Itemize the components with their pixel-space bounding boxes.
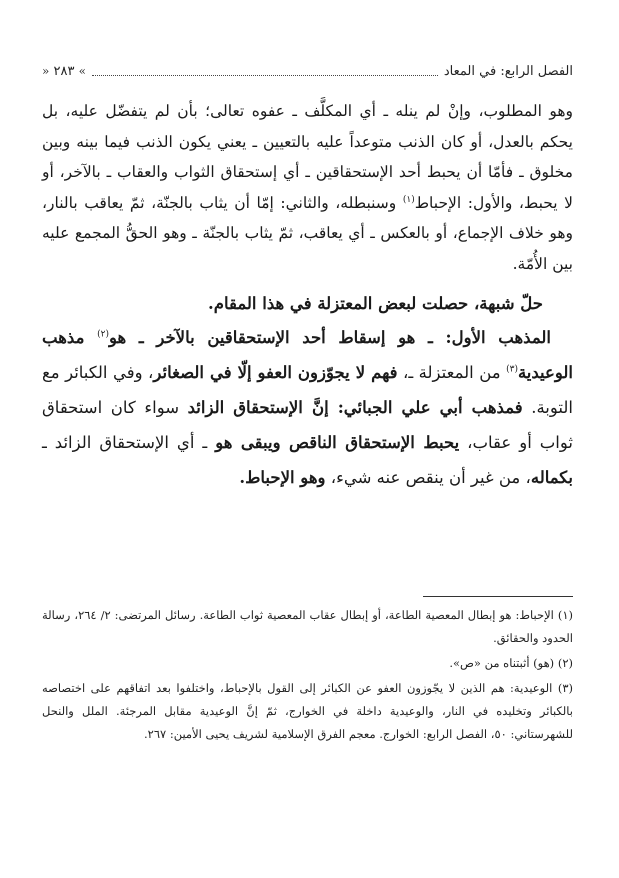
footnote-ref-1[interactable]: (١)	[402, 194, 415, 205]
p2-part2: مذهب الوعيدية	[42, 327, 574, 382]
footnote-ref-2[interactable]: (٢)	[97, 329, 109, 339]
footnote-1	[42, 604, 573, 650]
p2-part4: فهم لا يجوّزون العفو إلّا في الصغائر	[153, 362, 398, 382]
footnotes	[42, 604, 573, 748]
footnote-3-text: الوعيدية: هم الذين لا يجّوزون العفو عن الكبائر إلى القول بالإحباط، واختلفوا بعد اتفاقهم على اختصاصه بالكبائر وتخليده في النار، والوعيدية داخلة في الخوارج، ثمّ إنَّ الوعيدية مقابل المرجئة. الملل والنحل للشهرستاني: ٥٠، الفصل الرابع: الخوارج. معجم الفرق الإسلامية لشريف يحيى الأمين: ٢٦٧.	[42, 681, 573, 741]
p2-part9: ـ أي الإستحقاق الزائد ـ	[42, 432, 216, 452]
footnote-3	[42, 677, 573, 746]
footnote-separator	[423, 596, 573, 597]
p2-part6: فمذهب أبي علي الجبائي: إنَّ الإستحقاق الزائد	[187, 397, 523, 417]
p2-part1: المذهب الأول: ـ هو إسقاط أحد الإستحقاقين بالآخر ـ هو	[108, 327, 551, 347]
ornament-right-icon: »	[78, 63, 86, 78]
p2-part12: وهو الإحباط.	[239, 467, 326, 487]
paragraph-1	[42, 96, 573, 279]
page-number	[42, 64, 86, 79]
footnote-1-text: الإحباط: هو إبطال المعصية الطاعة، أو إبطال عقاب المعصية ثواب الطاعة. رسائل المرتضى: ٢/ ٢٦٤، رسالة الحدود والحقائق.	[42, 608, 573, 645]
p2-part10: بكماله	[530, 467, 573, 487]
paragraph-1-text: وهو المطلوب، وإنْ لم ينله ـ أي المكلَّف ـ عفوه تعالى؛ بأن لم يتفضّل عليه، بل يحكم بالعدل، أو كان الذنب متوعداً عليه بالتعيين ـ يعني يكون الذنب فيما بينه وبين مخلوق ـ فأمّا أن يحبط أحد الإستحقاقين ـ أي إستحقاق الثواب والعقاب ـ بالآخر، أو لا يحبط، والأول: الإحباط	[42, 102, 573, 212]
footnote-2-number: (٢)	[557, 656, 573, 670]
footnote-1-number: (١)	[557, 608, 574, 622]
section-heading: حلّ شبهة، حصلت لبعض المعتزلة في هذا المقام.	[208, 294, 543, 313]
footnote-ref-3[interactable]: (٣)	[506, 364, 518, 374]
ornament-left-icon: «	[42, 63, 50, 78]
footnote-2	[42, 652, 573, 675]
paragraph-1-text-after: وسنبطله، والثاني: إمّا أن يثاب بالجنّة، ثمّ يعاقب بالنار، وهو خلاف الإجماع، أو بالعكس ـ أي يعاقب، ثمّ يثاب بالجنّة ـ وهو الحقُّ المجمع عليه بين الأُمّة.	[42, 193, 573, 273]
main-text	[42, 96, 573, 495]
paragraph-2	[42, 320, 573, 495]
p2-part3: من المعتزلة ـ،	[397, 362, 507, 382]
footnote-2-text: (هو) أثبتناه من «ص».	[449, 656, 555, 670]
header-leader-dots	[92, 67, 438, 76]
p2-part5: ، وفي الكبائر مع التوبة.	[42, 362, 573, 417]
p2-part7: سواء كان استحقاق ثواب أو عقاب،	[42, 397, 573, 452]
page-number-value: ٢٨٣	[53, 63, 75, 79]
p2-part11: ، من غير أن ينقص عنه شيء،	[325, 467, 531, 487]
p2-part8: يحبط الإستحقاق الناقص ويبقى هو	[215, 432, 460, 452]
running-header	[42, 60, 573, 82]
footnote-3-number: (٣)	[557, 681, 574, 695]
chapter-title: الفصل الرابع: في المعاد	[443, 63, 573, 79]
